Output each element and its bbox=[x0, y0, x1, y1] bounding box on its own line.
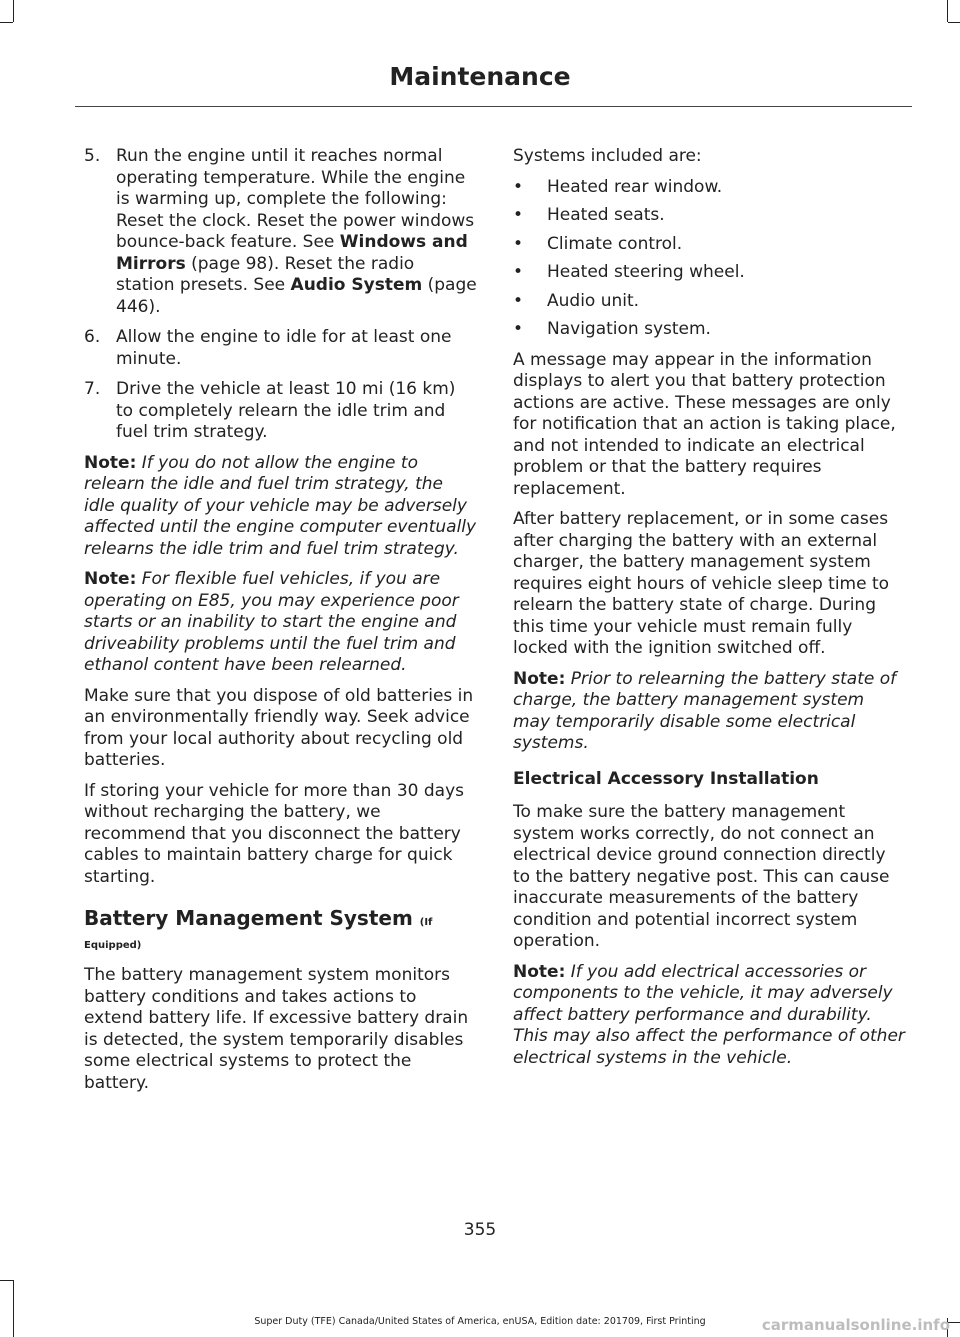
list-item bbox=[513, 234, 906, 256]
step-number: 7. bbox=[84, 379, 101, 399]
list-item-text: Navigation system. bbox=[547, 319, 711, 339]
paragraph: Systems included are: bbox=[513, 146, 702, 166]
bullet-icon: • bbox=[513, 290, 524, 311]
crop-mark bbox=[948, 22, 960, 23]
section-title: Battery Management System bbox=[84, 906, 413, 930]
list-item-text: Heated rear window. bbox=[547, 176, 723, 197]
page-header-title: Maintenance bbox=[389, 62, 571, 91]
note-label: Note: bbox=[84, 452, 137, 473]
left-column bbox=[84, 146, 477, 1103]
crop-mark bbox=[0, 22, 13, 23]
footer-text: Super Duty (TFE) Canada/United States of America, enUSA, Edition date: 201709, First Printing bbox=[254, 1316, 706, 1327]
list-item bbox=[513, 205, 906, 227]
list-item bbox=[513, 291, 906, 313]
list-item bbox=[84, 379, 477, 444]
page-reference: (page 98). bbox=[185, 253, 280, 274]
note bbox=[84, 569, 477, 677]
watermark: carmanualsonline.info bbox=[761, 1316, 950, 1334]
page-reference: (page 446). bbox=[116, 275, 477, 317]
subsection-heading: Electrical Accessory Installation bbox=[513, 768, 819, 789]
section-heading bbox=[84, 906, 477, 953]
list-item bbox=[513, 262, 906, 284]
note-label: Note: bbox=[513, 961, 566, 982]
crop-mark bbox=[13, 1280, 14, 1337]
bullet-icon: • bbox=[513, 262, 524, 282]
crop-mark bbox=[0, 1280, 13, 1281]
list-item-text: Climate control. bbox=[547, 233, 683, 254]
step-number: 5. bbox=[84, 146, 101, 166]
bullet-icon: • bbox=[513, 233, 524, 254]
bullet-icon: • bbox=[513, 176, 524, 197]
crop-mark bbox=[947, 0, 948, 22]
note-label: Note: bbox=[513, 668, 566, 689]
step-number: 6. bbox=[84, 327, 101, 347]
step-text: Allow the engine to idle for at least one minute. bbox=[116, 327, 452, 369]
list-item bbox=[513, 319, 906, 341]
list-item-text: Audio unit. bbox=[547, 290, 640, 311]
procedure-steps bbox=[84, 146, 477, 444]
note bbox=[84, 453, 477, 561]
paragraph: Make sure that you dispose of old batteries in an environmentally friendly way. Seek advice from your local authority about recycling old batteries. bbox=[84, 685, 474, 770]
section-qualifier: (If bbox=[419, 917, 433, 928]
note bbox=[513, 962, 906, 1070]
step-text: Drive the vehicle at least 10 mi (16 km) to completely relearn the idle trim and fuel trim strategy. bbox=[116, 379, 456, 442]
bullet-icon: • bbox=[513, 205, 524, 225]
list-item-text: Heated seats. bbox=[547, 205, 665, 225]
page-number: 355 bbox=[463, 1220, 497, 1240]
note-text: If you add electrical accessories or components to the vehicle, it may adversely affect battery performance and durability. This may also affect the performance of other electrical systems in the vehicle. bbox=[513, 961, 905, 1068]
crop-mark bbox=[13, 0, 14, 22]
note-text: If you do not allow the engine to relearn the idle and fuel trim strategy, the idle quality of your vehicle may be adversely affected until the engine computer eventually relearns the idle trim and fuel trim strategy. bbox=[84, 452, 477, 559]
paragraph: After battery replacement, or in some cases after charging the battery with an external charger, the battery management system requires eight hours of vehicle sleep time to relearn the battery state of charge. During this time your vehicle must remain fully locked with the ignition switched off. bbox=[513, 509, 890, 658]
cross-reference[interactable]: Audio System bbox=[290, 275, 423, 295]
header-divider bbox=[75, 106, 912, 107]
paragraph: The battery management system monitors battery conditions and takes actions to extend battery life. If excessive battery drain is detected, the system temporarily disables some electrical systems to protect the battery. bbox=[84, 965, 469, 1093]
note bbox=[513, 669, 906, 755]
paragraph: A message may appear in the information displays to alert you that battery protection actions are active. These messages are only for notification that an action is taking place, and not intended to indicate an electrical problem or that the battery requires replacement. bbox=[513, 349, 896, 499]
paragraph: If storing your vehicle for more than 30 days without recharging the battery, we recommend that you disconnect the battery cables to maintain battery charge for quick starting. bbox=[84, 780, 465, 887]
list-item bbox=[513, 177, 906, 199]
paragraph: To make sure the battery management system works correctly, do not connect an electrical device ground connection directly to the battery negative post. This can cause inaccurate measurements of the battery condition and potential incorrect system operation. bbox=[513, 802, 890, 951]
list-item bbox=[84, 146, 477, 318]
cross-reference[interactable]: Windows and Mirrors bbox=[116, 232, 468, 274]
list-item-text: Heated steering wheel. bbox=[547, 262, 745, 282]
step-text: Run the engine until it reaches normal operating temperature. While the engine is warming up, complete the following: Reset the clock. Reset the power windows bounce-back feature. See bbox=[116, 146, 475, 252]
note-text: Prior to relearning the battery state of charge, the battery management system may temporarily disable some electrical systems. bbox=[513, 668, 897, 753]
bullet-icon: • bbox=[513, 319, 524, 339]
list-item bbox=[84, 327, 477, 370]
right-column bbox=[513, 146, 906, 1078]
note-label: Note: bbox=[84, 569, 137, 589]
note-text: For flexible fuel vehicles, if you are operating on E85, you may experience poor starts or an inability to start the engine and driveability problems until the fuel trim and ethanol content have been relearned. bbox=[84, 569, 459, 675]
step-text: Reset the radio station presets. See bbox=[116, 253, 415, 295]
section-qualifier: Equipped) bbox=[84, 940, 142, 951]
systems-list bbox=[513, 177, 906, 341]
